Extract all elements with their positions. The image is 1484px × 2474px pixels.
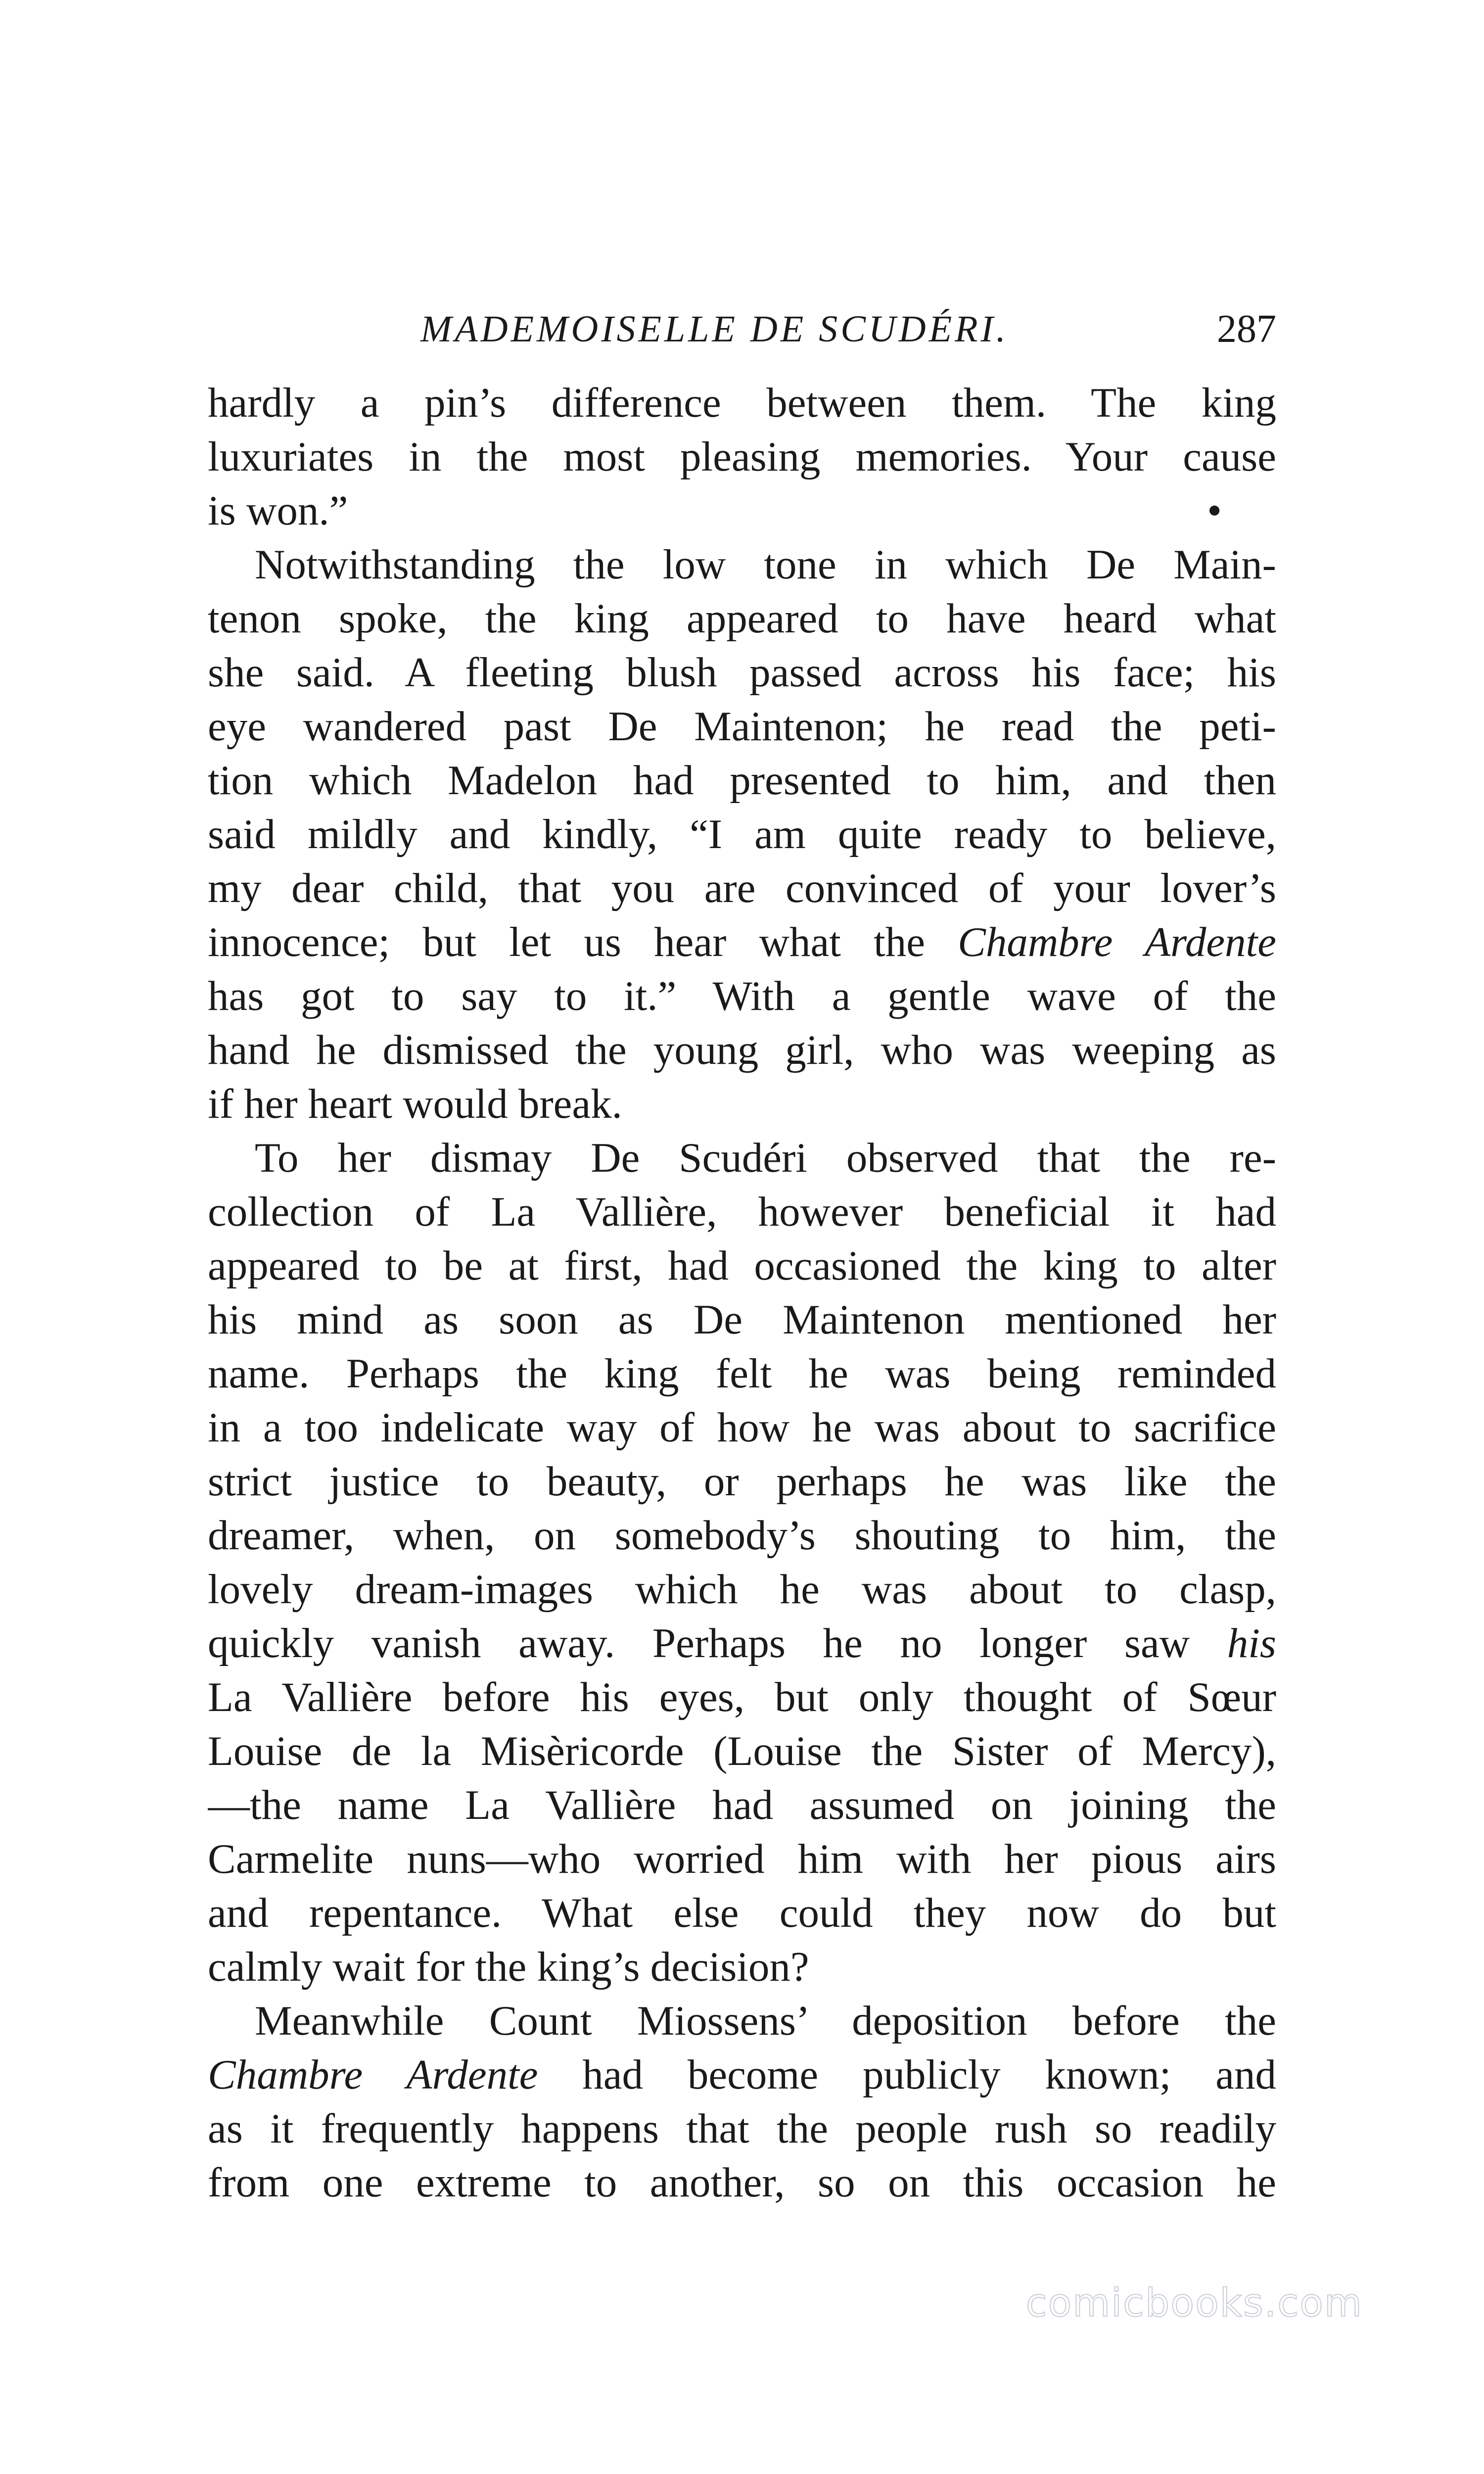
- text-span: To her dismay De Scudéri observed that the re-: [255, 1135, 1276, 1181]
- text-span: hand he dismissed the young girl, who was weeping as: [208, 1027, 1276, 1073]
- text-span: quickly vanish away. Perhaps he no longer saw: [208, 1620, 1227, 1666]
- text-span: La Vallière before his eyes, but only thought of Sœur: [208, 1674, 1276, 1720]
- text-line: [208, 1778, 1276, 1832]
- running-title: MADEMOISELLE DE SCUDÉRI.: [420, 308, 1009, 350]
- text-line: [208, 915, 1276, 969]
- text-span: collection of La Vallière, however beneficial it had: [208, 1189, 1276, 1235]
- text-span: eye wandered past De Maintenon; he read the peti-: [208, 703, 1276, 750]
- text-line: [208, 1455, 1276, 1509]
- text-line: [208, 646, 1276, 700]
- text-span: she said. A fleeting blush passed across his face; his: [208, 649, 1276, 696]
- text-span: —the name La Vallière had assumed on joining the: [208, 1782, 1276, 1828]
- text-span: dreamer, when, on somebody’s shouting to him, the: [208, 1512, 1276, 1559]
- text-span: name. Perhaps the king felt he was being reminded: [208, 1350, 1276, 1397]
- text-line: [208, 1131, 1276, 1185]
- text-line: [208, 808, 1276, 861]
- text-span: if her heart would break.: [208, 1081, 622, 1127]
- text-span: has got to say to it.” With a gentle wave of the: [208, 973, 1276, 1019]
- text-span: and repentance. What else could they now do but: [208, 1890, 1276, 1936]
- text-line: [208, 1940, 1276, 1994]
- text-span: Notwithstanding the low tone in which De Main-: [255, 541, 1276, 588]
- text-line: [208, 2048, 1276, 2102]
- watermark: comicbooks.com: [1025, 2281, 1363, 2326]
- text-span: Louise de la Misèricorde (Louise the Sister of Mercy),: [208, 1728, 1276, 1774]
- text-line: [208, 1077, 1276, 1131]
- text-span: hardly a pin’s difference between them. The king: [208, 380, 1276, 426]
- text-line: [208, 1994, 1276, 2048]
- text-line: [208, 2102, 1276, 2156]
- text-line: [208, 376, 1276, 430]
- text-line: [208, 1670, 1276, 1724]
- italic-text: his: [1227, 1620, 1276, 1666]
- text-span: as it frequently happens that the people rush so readily: [208, 2105, 1276, 2152]
- text-line: [208, 1724, 1276, 1778]
- text-line: [208, 1563, 1276, 1617]
- text-span: tion which Madelon had presented to him, and then: [208, 757, 1276, 804]
- text-line: [208, 1185, 1276, 1239]
- text-span: his mind as soon as De Maintenon mentioned her: [208, 1296, 1276, 1343]
- text-span: my dear child, that you are convinced of your lover’s: [208, 865, 1276, 911]
- text-line: [208, 430, 1276, 484]
- stray-mark: •: [1207, 487, 1222, 534]
- text-span: lovely dream-images which he was about to clasp,: [208, 1566, 1276, 1613]
- text-line: [208, 1509, 1276, 1563]
- page-number: 287: [1217, 307, 1276, 351]
- text-span: had become publicly known; and: [538, 2051, 1276, 2098]
- text-line: [208, 861, 1276, 915]
- text-span: tenon spoke, the king appeared to have heard what: [208, 595, 1276, 642]
- text-span: Meanwhile Count Miossens’ deposition before the: [255, 1998, 1276, 2044]
- italic-text: Chambre Ardente: [958, 919, 1276, 965]
- text-line: [208, 1239, 1276, 1293]
- text-line: [208, 592, 1276, 646]
- text-line: [208, 969, 1276, 1023]
- text-line: [208, 1401, 1276, 1455]
- text-span: appeared to be at first, had occasioned the king to alter: [208, 1242, 1276, 1289]
- italic-text: Chambre Ardente: [208, 2051, 538, 2098]
- body-text: [208, 376, 1276, 2210]
- text-span: in a too indelicate way of how he was about to sacrifice: [208, 1404, 1276, 1451]
- text-span: luxuriates in the most pleasing memories. Your cause: [208, 433, 1276, 480]
- text-span: innocence; but let us hear what the: [208, 919, 958, 965]
- text-line: [208, 2156, 1276, 2210]
- text-line: [208, 1832, 1276, 1886]
- text-line: [208, 1617, 1276, 1670]
- text-line: [208, 1347, 1276, 1401]
- running-head: [208, 302, 1276, 356]
- text-line: [208, 484, 1276, 538]
- text-line: [208, 754, 1276, 808]
- text-span: said mildly and kindly, “I am quite ready to believe,: [208, 811, 1276, 857]
- text-span: Carmelite nuns—who worried him with her pious airs: [208, 1836, 1276, 1882]
- text-span: is won.”: [208, 487, 348, 534]
- text-line: [208, 538, 1276, 592]
- text-span: from one extreme to another, so on this occasion he: [208, 2159, 1276, 2206]
- text-span: strict justice to beauty, or perhaps he was like the: [208, 1458, 1276, 1505]
- text-line: [208, 1293, 1276, 1347]
- text-line: [208, 700, 1276, 754]
- text-span: calmly wait for the king’s decision?: [208, 1944, 809, 1990]
- text-line: [208, 1023, 1276, 1077]
- text-line: [208, 1886, 1276, 1940]
